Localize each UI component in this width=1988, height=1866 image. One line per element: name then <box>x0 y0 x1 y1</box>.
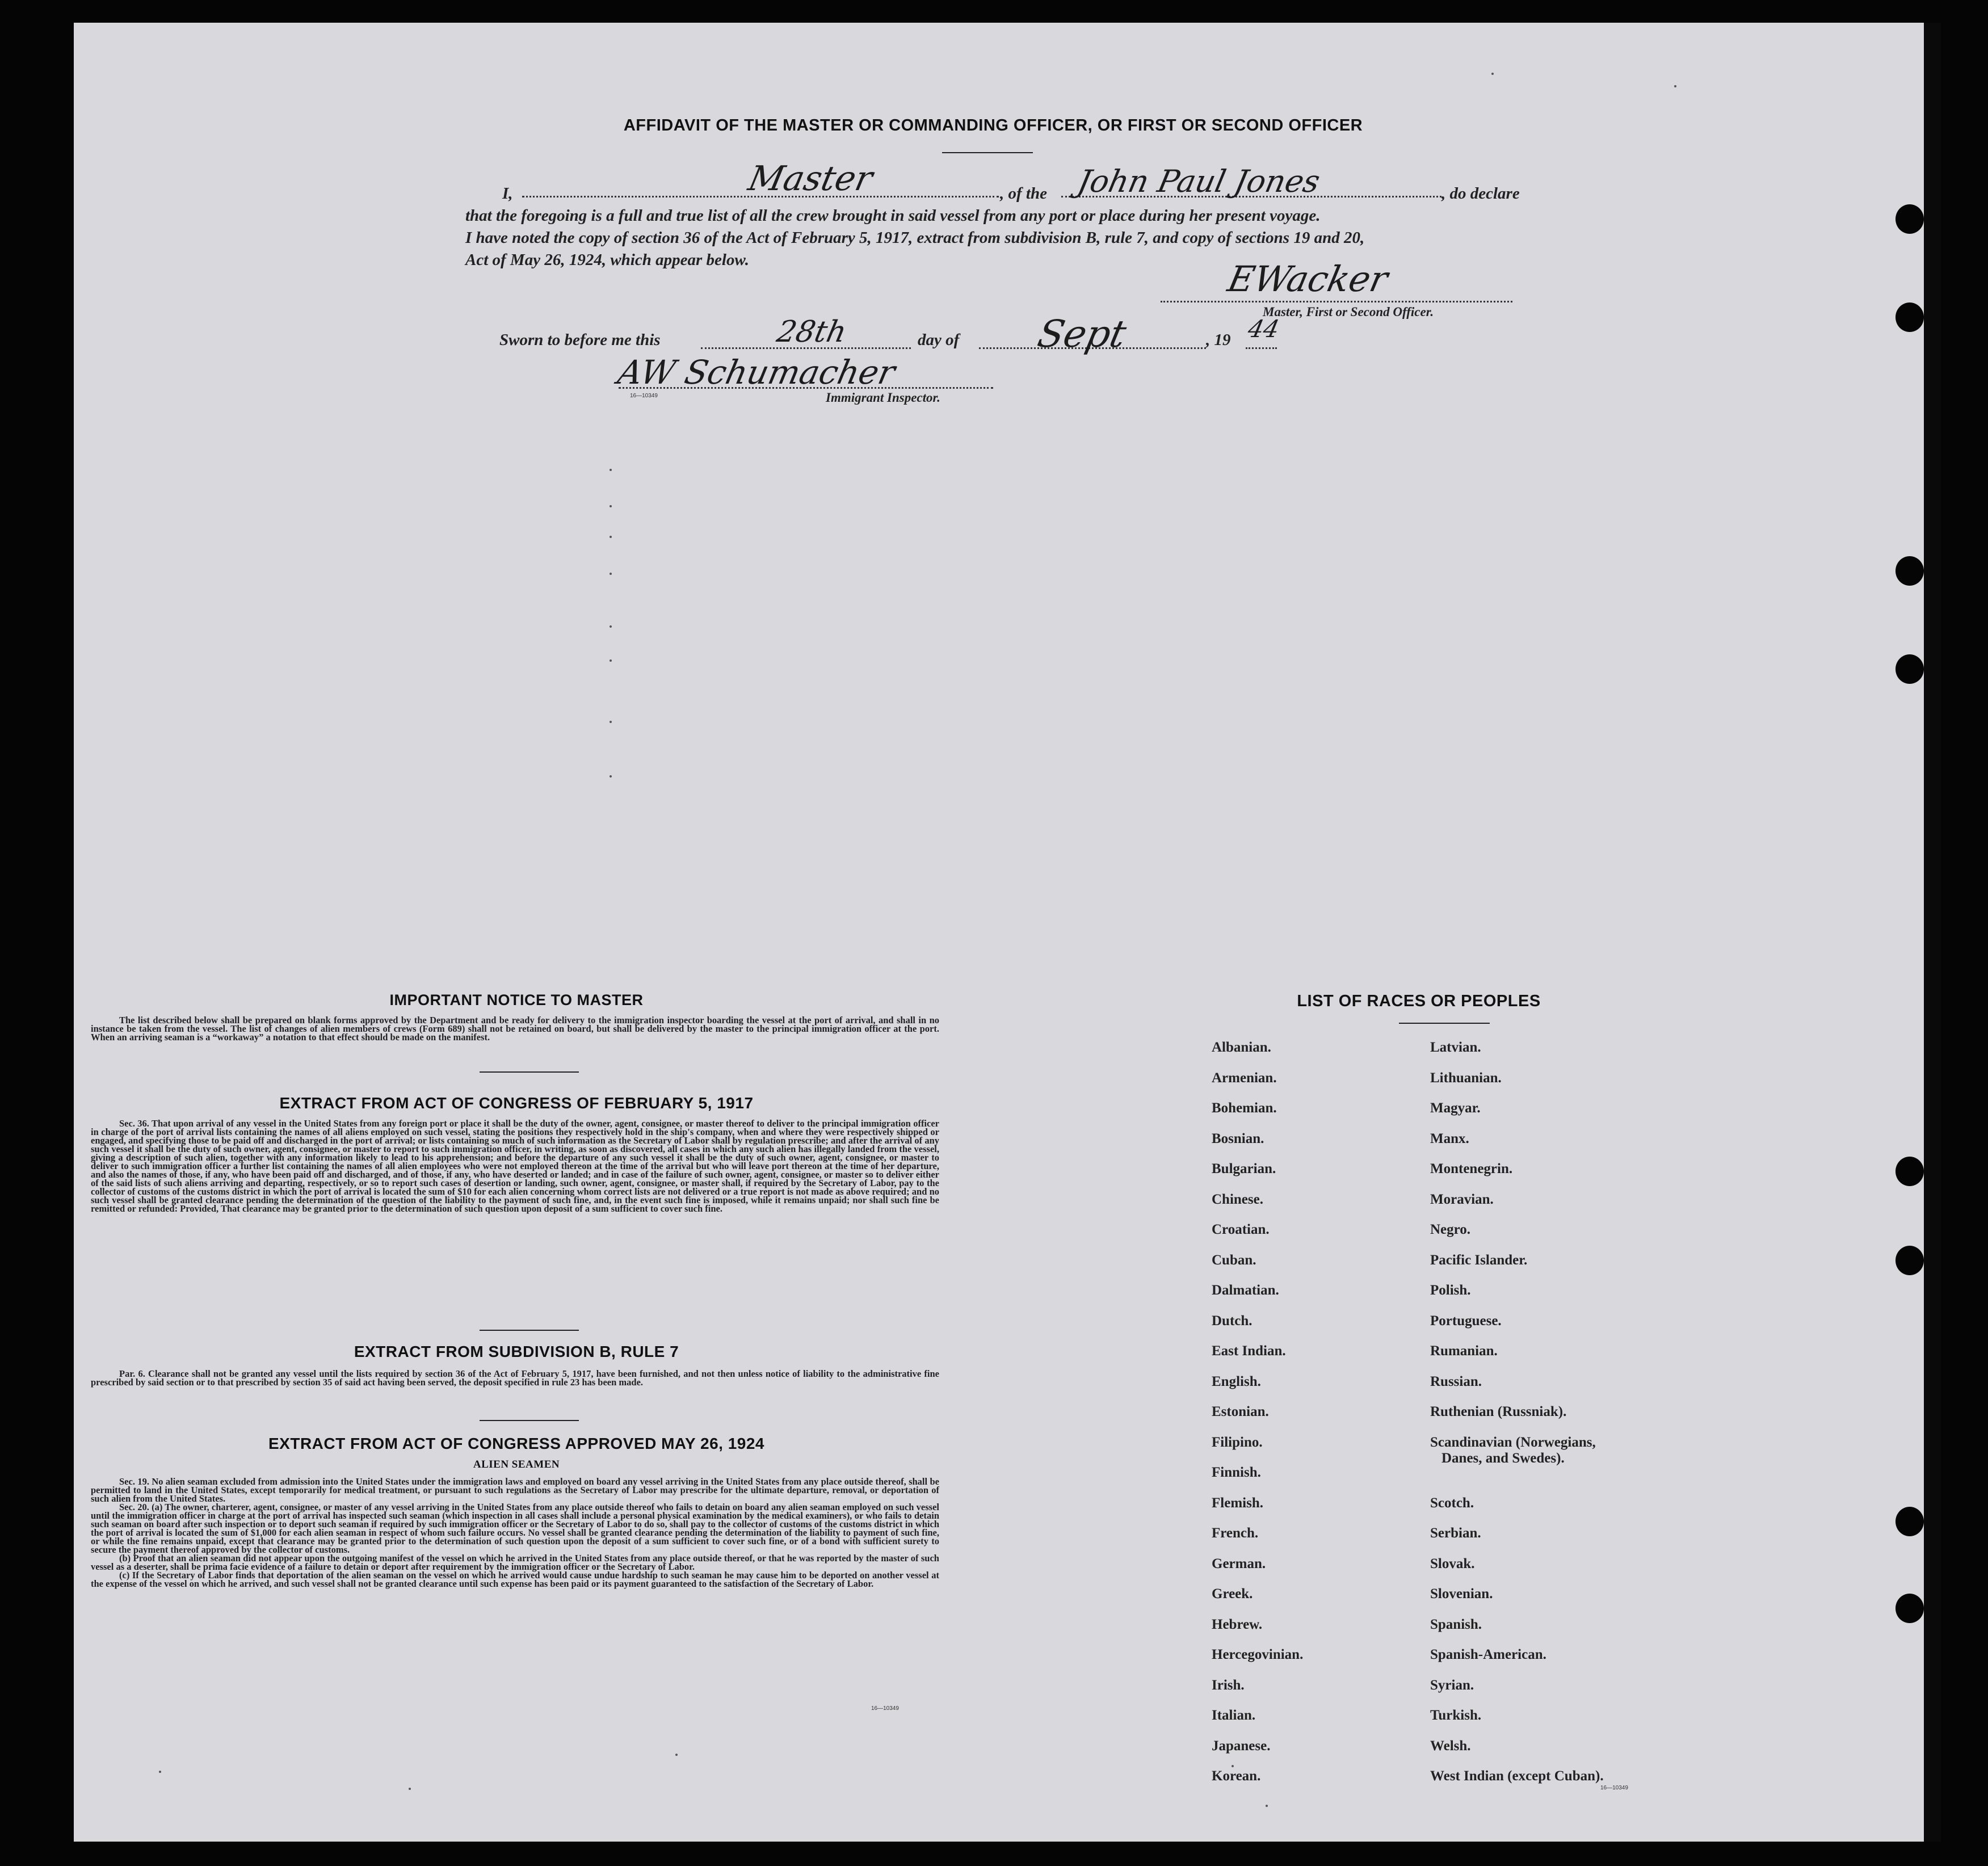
race-item: Finnish. <box>1212 1465 1261 1480</box>
race-item: French. <box>1212 1525 1259 1541</box>
races-form-number: 16—10349 <box>1600 1785 1628 1791</box>
punch-hole <box>1895 1594 1924 1623</box>
race-item: Estonian. <box>1212 1404 1269 1419</box>
speck <box>610 536 612 538</box>
affidavit-title: AFFIDAVIT OF THE MASTER OR COMMANDING OFFICER, OR FIRST OR SECOND OFFICER <box>623 116 1363 135</box>
race-item: Bulgarian. <box>1212 1161 1276 1176</box>
race-item: Negro. <box>1430 1222 1471 1237</box>
alien-seamen-subtitle: ALIEN SEAMEN <box>473 1459 560 1470</box>
speck <box>1491 73 1494 75</box>
races-title-rule <box>1399 1023 1490 1024</box>
race-item: Spanish. <box>1430 1616 1482 1632</box>
race-item: Hercegovinian. <box>1212 1647 1304 1662</box>
race-item: Irish. <box>1212 1677 1245 1693</box>
races-title: LIST OF RACES OR PEOPLES <box>1297 992 1541 1010</box>
race-item: Polish. <box>1430 1283 1471 1298</box>
race-item: Syrian. <box>1430 1677 1474 1693</box>
race-item: Danes, and Swedes). <box>1441 1450 1565 1466</box>
race-item: Slovak. <box>1430 1556 1475 1571</box>
race-item: Lithuanian. <box>1430 1070 1502 1086</box>
race-item: Slovenian. <box>1430 1586 1493 1602</box>
speck <box>610 721 612 723</box>
race-item: Ruthenian (Russniak). <box>1430 1404 1567 1419</box>
section-rule <box>480 1420 579 1421</box>
race-item: Bohemian. <box>1212 1100 1277 1116</box>
vessel-handwritten: John Paul Jones <box>1074 163 1323 199</box>
race-item: Croatian. <box>1212 1222 1270 1237</box>
role-handwritten: Master <box>745 159 876 199</box>
month-handwritten: Sept <box>1033 312 1130 356</box>
punch-hole <box>1895 556 1924 586</box>
signature-caption: Master, First or Second Officer. <box>1263 305 1434 319</box>
notice-paragraph: The list described below shall be prepared on blank forms approved by the Department and be ready for delivery to the immigration inspector boarding the vessel at the port of arrival, and shall in no instance be taken from the vessel. The list of changes of alien members of crews (Form 689) shall not be retained on board, but shall be delivered by the master to the principal immigration officer at the port. When an arriving seaman is a “workaway” a notation to that effect should be made on the manifest. <box>91 1015 939 1043</box>
affidavit-line-4: Act of May 26, 1924, which appear below. <box>465 251 749 269</box>
extract-form-number: 16—10349 <box>871 1705 899 1712</box>
race-item: Filipino. <box>1212 1434 1263 1450</box>
affidavit-form-number: 16—10349 <box>630 393 658 399</box>
race-item: Turkish. <box>1430 1708 1482 1723</box>
punch-hole <box>1895 1246 1924 1275</box>
race-item: Dutch. <box>1212 1313 1253 1329</box>
speck <box>159 1771 161 1773</box>
sec-19-paragraph: Sec. 19. No alien seaman excluded from admission into the United States under the immigration laws and employed on board any vessel arriving in the United States from any place outside thereof, shall be permitted to land in the United States, except temporarily for medical treatment, or pursuant to such regulations as the Secretary of Labor may prescribe for the ultimate departure, removal, or deportation of such alien from the United States. <box>91 1476 939 1504</box>
of-the-label: , of the <box>1000 184 1047 203</box>
speck <box>610 625 612 628</box>
section-rule <box>480 1071 579 1073</box>
affidavit-line-2: that the foregoing is a full and true list of all the crew brought in said vessel from any port or place during her present voyage. <box>465 207 1321 225</box>
race-item: Korean. <box>1212 1768 1261 1784</box>
day-handwritten: 28th <box>774 315 850 349</box>
race-item: Hebrew. <box>1212 1616 1263 1632</box>
race-item: Montenegrin. <box>1430 1161 1513 1176</box>
race-item: Pacific Islander. <box>1430 1252 1528 1268</box>
speck <box>610 659 612 662</box>
race-item: Manx. <box>1430 1130 1469 1146</box>
extract-1924-text <box>91 1477 939 1588</box>
year-line <box>1246 347 1277 349</box>
race-item: Italian. <box>1212 1708 1256 1723</box>
race-item: Japanese. <box>1212 1738 1271 1754</box>
punch-hole <box>1895 1157 1924 1186</box>
sheet-edge <box>1924 23 1941 1842</box>
sec-20a-paragraph: Sec. 20. (a) The owner, charterer, agent, consignee, or master of any vessel arriving in the United States from any place outside thereof who fails to detain on board any alien seaman employed on such vessel until the immigration officer in charge at the port of arrival has inspected such seaman (which inspection in all cases shall include a personal physical examination by the medical examiners), or who fails to detain such seaman on board after such inspection or to deport such seaman if required by such immigration officer or the Secretary of Labor to do so, shall pay to the collector of customs of the customs district in which the port of arrival is located the sum of $1,000 for each alien seaman in respect of whom such failure occurs. No vessel shall be granted clearance pending the determination of the liability to payment of such fine, or while the fine remains unpaid, except that clearance may be granted prior to the determination of such question upon the deposit of a sum sufficient to cover such fine, or of a bond with sufficient surety to secure the payment thereof approved by the collector of customs. <box>91 1502 939 1555</box>
speck <box>1232 1765 1234 1767</box>
year-handwritten: 44 <box>1245 315 1282 343</box>
speck <box>1674 85 1676 87</box>
speck <box>610 775 612 778</box>
race-item: Dalmatian. <box>1212 1283 1279 1298</box>
sworn-label: Sworn to before me this <box>499 331 661 349</box>
speck <box>610 573 612 575</box>
punch-hole <box>1895 1507 1924 1536</box>
race-item: Chinese. <box>1212 1191 1263 1207</box>
sec-20b-paragraph: (b) Proof that an alien seaman did not appear upon the outgoing manifest of the vessel on which he arrived in the United States from any place outside thereof, or that he was reported by the master of such vessel as a deserter, shall be prima facie evidence of a failure to detain or deport after requirement by the immigration officer or the Secretary of Labor. <box>91 1553 939 1572</box>
punch-hole <box>1895 654 1924 684</box>
year-prefix: , 19 <box>1206 331 1231 349</box>
extract-rule7-text <box>91 1369 939 1386</box>
sec-20c-paragraph: (c) If the Secretary of Labor finds that deportation of the alien seaman on the vessel on which he arrived would cause undue hardship to such seaman he may cause him to be deported on another vessel at the expense of the vessel on which he arrived, and such vessel shall not be granted clearance until such expense has been paid or its payment guaranteed to the satisfaction of the Secretary of Labor. <box>91 1570 939 1589</box>
notice-title: IMPORTANT NOTICE TO MASTER <box>389 991 644 1008</box>
race-item: Spanish-American. <box>1430 1647 1546 1662</box>
title-rule <box>942 152 1033 153</box>
par-6-paragraph: Par. 6. Clearance shall not be granted any vessel until the lists required by section 36 of the Act of February 5, 1917, have been furnished, and not then unless notice of liability to the administrative fine prescribed by said section or to that prescribed by section 35 of said act having been served, the deposit specified in rule 23 has been made. <box>91 1368 939 1388</box>
extract-1917-title: EXTRACT FROM ACT OF CONGRESS OF FEBRUARY 5, 1917 <box>279 1094 754 1112</box>
race-item: Flemish. <box>1212 1495 1263 1511</box>
punch-hole <box>1895 302 1924 332</box>
affidavit-line-3: I have noted the copy of section 36 of the Act of February 5, 1917, extract from subdivision B, rule 7, and copy of sections 19 and 20, <box>465 229 1365 247</box>
section-rule <box>480 1330 579 1331</box>
extract-1917-text <box>91 1119 939 1213</box>
punch-hole <box>1895 204 1924 234</box>
race-item: Russian. <box>1430 1373 1482 1389</box>
speck <box>610 505 612 507</box>
race-item: Serbian. <box>1430 1525 1481 1541</box>
inspector-signature: AW Schumacher <box>614 353 899 392</box>
notice-text <box>91 1016 939 1041</box>
race-item: Moravian. <box>1430 1191 1494 1207</box>
race-item: East Indian. <box>1212 1343 1286 1359</box>
race-item: Bosnian. <box>1212 1130 1264 1146</box>
speck <box>675 1754 678 1756</box>
extract-rule7-title: EXTRACT FROM SUBDIVISION B, RULE 7 <box>354 1343 679 1360</box>
extract-1924-title: EXTRACT FROM ACT OF CONGRESS APPROVED MAY 26, 1924 <box>268 1435 764 1452</box>
master-signature: EWacker <box>1224 258 1392 300</box>
race-item: Portuguese. <box>1430 1313 1502 1329</box>
race-item: Magyar. <box>1430 1100 1481 1116</box>
i-label: I, <box>502 184 513 203</box>
declare-label: , do declare <box>1441 184 1520 203</box>
race-item: Welsh. <box>1430 1738 1471 1754</box>
race-item: Cuban. <box>1212 1252 1256 1268</box>
race-item: Greek. <box>1212 1586 1253 1602</box>
race-item: Armenian. <box>1212 1070 1277 1086</box>
speck <box>409 1788 411 1790</box>
speck <box>1266 1805 1268 1807</box>
race-item: English. <box>1212 1373 1261 1389</box>
day-of-label: day of <box>918 331 960 349</box>
race-item: West Indian (except Cuban). <box>1430 1768 1604 1784</box>
race-item: Scandinavian (Norwegians, <box>1430 1434 1596 1450</box>
inspector-caption: Immigrant Inspector. <box>826 390 940 405</box>
race-item: Rumanian. <box>1430 1343 1498 1359</box>
sec-36-paragraph: Sec. 36. That upon arrival of any vessel in the United States from any foreign port or place it shall be the duty of the owner, agent, consignee, or master thereof to deliver to the principal immigration officer in charge of the port of arrival lists containing the names of all aliens employed on such vessel, stating the positions they respectively hold in the ship's company, when and where they were respectively shipped or engaged, and specifying those to be paid off and discharged in the port of arrival; or lists containing so much of such information as the Secretary of Labor shall by regulation prescribe; and after the arrival of any such vessel it shall be the duty of such owner, agent, consignee, or master to report to such immigration officer, in writing, as soon as discovered, all cases in which any such alien has illegally landed from the vessel, giving a description of such alien, together with any information likely to lead to his apprehension; and before the departure of any such vessel it shall be the duty of such owner, agent, consignee, or master to deliver to such immigration officer a further list containing the names of all alien employees who were not employed thereon at the time of the arrival but who will leave port thereon at the time of her departure, and also the names of those, if any, who have been paid off and discharged, and of those, if any, who have deserted or landed; and in case of the failure of such owner, agent, consignee, or master so to deliver either of the said lists of such aliens arriving and departing, respectively, or so to report such cases of desertion or landing, such owner, agent, consignee, or master shall, if required by the Secretary of Labor, pay to the collector of customs of the customs district in which the port of arrival is located the sum of $10 for each alien concerning whom correct lists are not delivered or a true report is not made as above required; and no such vessel shall be granted clearance pending the determination of the question of the liability to the payment of such fine, and, in the event such fine is imposed, while it remains unpaid; nor shall such fine be remitted or refunded: Provided, That clearance may be granted prior to the determination of such question upon deposit of a sum sufficient to cover such fine. <box>91 1118 939 1214</box>
race-item: Albanian. <box>1212 1040 1271 1055</box>
race-item: German. <box>1212 1556 1266 1571</box>
race-item: Latvian. <box>1430 1040 1481 1055</box>
speck <box>610 469 612 471</box>
race-item: Scotch. <box>1430 1495 1474 1511</box>
